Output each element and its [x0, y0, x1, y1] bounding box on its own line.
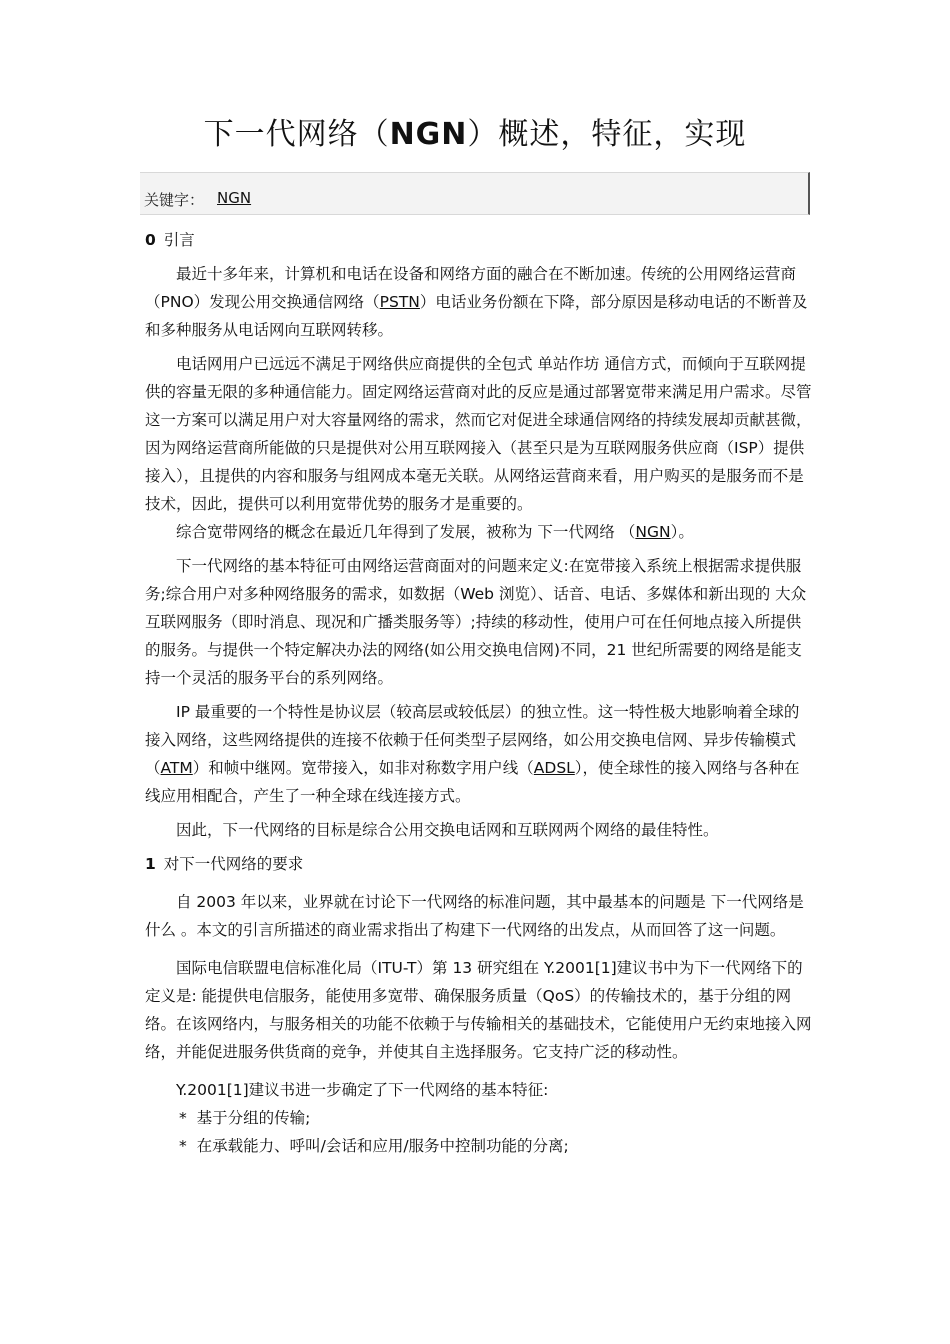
paragraph-text: 最近十多年来，计算机和电话在设备和网络方面的融合在不断加速。传统的公用网络运营商（PNO）发现公用交换通信网络（ [145, 265, 797, 311]
paragraph-text: IP 最重要的一个特性是协议层（较高层或较低层）的独立性。这一特性极大地影响着全球的接入网络，这些网络提供的连接不依赖于任何类型子层网络，如公用交换电信网、异步传输模式（ [145, 703, 800, 777]
section-number: 0 [145, 231, 156, 249]
link-atm[interactable]: ATM [160, 759, 193, 777]
paragraph-text: ）和帧中继网。宽带接入，如非对称数字用户线（ [192, 759, 534, 777]
keyword-link-ngn[interactable]: NGN [217, 189, 252, 207]
bullet-mark: * [179, 1137, 187, 1155]
paragraph-4: 下一代网络的基本特征可由网络运营商面对的问题来定义:在宽带接入系统上根据需求提供服务;综合用户对多种网络服务的需求，如数据（Web 浏览）、话音、电话、多媒体和新出现的 大众 互联网服务（即时消息、现况和广播类服务等）;持续的移动性，使用户可在任何地点接入所提供的服务。与提供一个特定解决办法的网络(如公用交换电信网)不同，21 世纪所需要的网络是能支持一个灵活的服务平台的系列网络。 [145, 557, 807, 687]
document-title [0, 112, 950, 158]
title-post: ）概述，特征，实现 [467, 117, 747, 152]
section-title: 引言 [163, 231, 195, 249]
document-body [145, 226, 812, 1160]
bullet-item [145, 1132, 812, 1160]
section-title: 对下一代网络的要求 [163, 855, 304, 873]
paragraph-5 [145, 698, 812, 810]
bullet-item [145, 1104, 812, 1132]
keywords-label: 关键字： [144, 191, 205, 209]
paragraph-2: 电话网用户已远远不满足于网络供应商提供的全包式 单站作坊 通信方式，而倾向于互联网提供的容量无限的多种通信能力。固定网络运营商对此的反应是通过部署宽带来满足用户需求。尽管这一方案可以满足用户对大容量网络的需求，然而它对促进全球通信网络的持续发展却贡献甚微，因为网络运营商所能做的只是提供对公用互联网接入（甚至只是为互联网服务供应商（ISP）提供接入），且提供的内容和服务与组网成本毫无关联。从网络运营商来看，用户购买的是服务而不是技术，因此，提供可以利用宽带优势的服务才是重要的。 [145, 355, 812, 513]
paragraph-7: 自 2003 年以来，业界就在讨论下一代网络的标准问题，其中最基本的问题是 下一代网络是什么 。本文的引言所描述的商业需求指出了构建下一代网络的出发点，从而回答了这一问题。 [145, 893, 804, 939]
section-number: 1 [145, 855, 156, 873]
paragraph-text: 综合宽带网络的概念在最近几年得到了发展，被称为 下一代网络 （ [176, 523, 636, 541]
keywords-box [140, 172, 810, 215]
section-heading-1 [145, 850, 812, 878]
bullet-text: 在承载能力、呼叫/会话和应用/服务中控制功能的分离; [196, 1137, 569, 1155]
paragraph-3 [145, 518, 812, 546]
bullet-text: 基于分组的传输; [196, 1109, 311, 1127]
paragraph-9: Y.2001[1]建议书进一步确定了下一代网络的基本特征: [176, 1081, 549, 1099]
paragraph-text: ），使全球性的接入网络与各种在线应用相配合，产生了一种全球在线连接方式。 [145, 759, 800, 805]
link-pstn[interactable]: PSTN [379, 293, 420, 311]
link-ngn[interactable]: NGN [635, 523, 671, 541]
paragraph-text: ）电话业务份额在下降，部分原因是移动电话的不断普及和多种服务从电话网向互联网转移。 [145, 293, 808, 339]
bullet-mark: * [179, 1109, 187, 1127]
section-heading-0 [145, 226, 812, 254]
paragraph-text: ）。 [670, 523, 694, 541]
paragraph-1 [145, 260, 812, 344]
paragraph-6: 因此，下一代网络的目标是综合公用交换电话网和互联网两个网络的最佳特性。 [176, 821, 719, 839]
title-acronym: NGN [389, 117, 468, 152]
title-pre: 下一代网络（ [203, 117, 390, 152]
paragraph-8: 国际电信联盟电信标准化局（ITU-T）第 13 研究组在 Y.2001[1]建议书中为下一代网络下的定义是: 能提供电信服务，能使用多宽带、确保服务质量（QoS）的传输技术的，基于分组的网络。在该网络内，与服务相关的功能不依赖于与传输相关的基础技术，它能使用户无约束地接入网络，并能促进服务供货商的竞争，并使其自主选择服务。它支持广泛的移动性。 [145, 959, 812, 1061]
link-adsl[interactable]: ADSL [533, 759, 575, 777]
